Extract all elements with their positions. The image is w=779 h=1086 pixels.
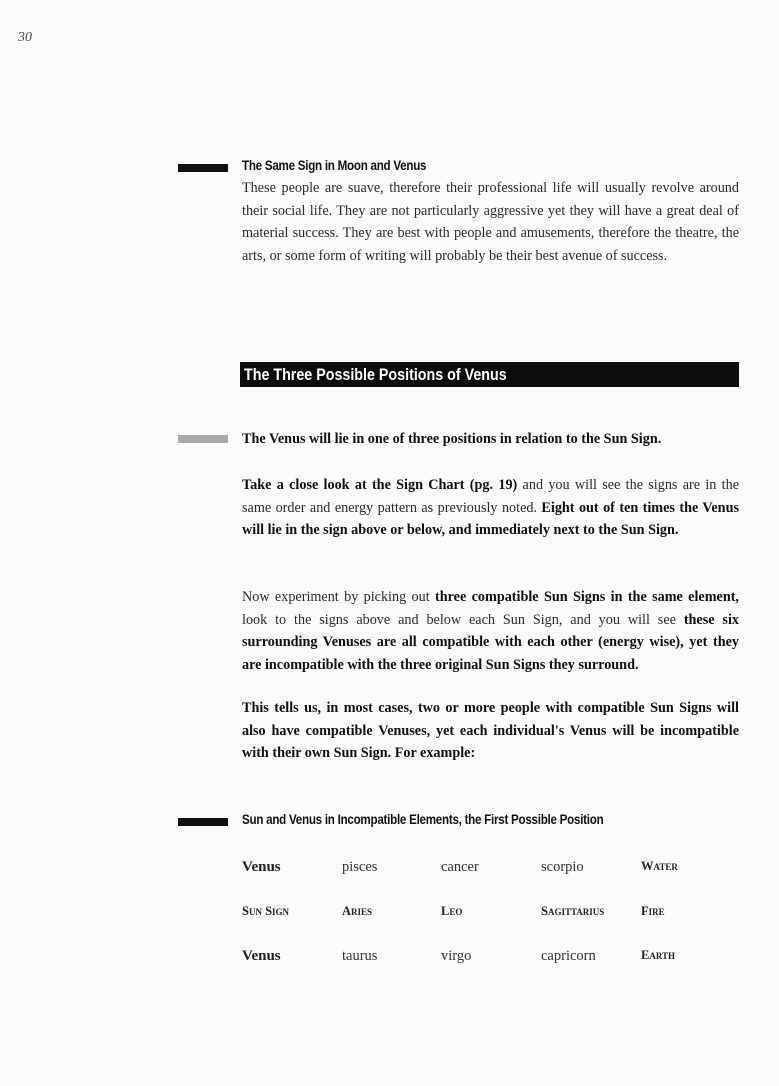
conclusion-text: This tells us, in most cases, two or more people with compatible Sun Signs will also have compatible Venuses, yet each individual's Venus will be incompatible with their own Sun Sign. For example: (242, 700, 739, 761)
table-row (242, 904, 742, 924)
subheading-same-sign: The Same Sign in Moon and Venus (242, 158, 427, 173)
sign-cell: Leo (441, 904, 463, 918)
page-number: 30 (18, 30, 32, 45)
row-label: Venus (242, 948, 281, 964)
sign-cell: capricorn (541, 948, 596, 964)
section-title-banner (240, 362, 739, 387)
sign-cell: virgo (441, 948, 472, 964)
section-title-text: The Three Possible Positions of Venus (244, 365, 507, 384)
lead-statement (242, 428, 739, 451)
section-marker-bar (178, 164, 228, 172)
sign-cell: Aries (342, 904, 373, 918)
lead-statement-text: The Venus will lie in one of three positions in relation to the Sun Sign. (242, 431, 662, 447)
table-row (242, 859, 742, 879)
experiment-intro: Now experiment by picking out (242, 589, 436, 605)
experiment-middle: look to the signs above and below each Sun Sign, and you will see (242, 611, 684, 628)
eight-of-ten-text: Eight out of ten times the Venus will lie in the sign above or below, and immediately next to the Sun Sign. (242, 499, 739, 538)
subheading-incompatible-elements: Sun and Venus in Incompatible Elements, the First Possible Position (242, 812, 604, 827)
experiment-bold-1: three compatible Sun Signs in the same element, (435, 589, 739, 605)
sign-cell: scorpio (541, 859, 584, 875)
lead-marker-bar (178, 435, 228, 443)
element-cell: Fire (641, 904, 665, 918)
experiment-bold-2: these six surrounding Venuses are all compatible with each other (energy wise), yet they are incompatible with the three original Sun Signs they surround. (242, 611, 739, 673)
row-label: Venus (242, 859, 281, 875)
row-label: Sun Sign (242, 904, 290, 918)
paragraph-sign-chart (242, 474, 739, 542)
sign-cell: cancer (441, 859, 479, 875)
sign-chart-reference: Take a close look at the Sign Chart (pg. 19) (242, 477, 518, 493)
sign-cell: taurus (342, 948, 378, 964)
element-cell: Water (641, 859, 678, 873)
sign-cell: pisces (342, 859, 378, 875)
section-marker-bar (178, 818, 228, 826)
paragraph-same-sign: These people are suave, therefore their professional life will usually revolve around their social life. They are not particularly aggressive yet they will have a great deal of material success. They are best with people and amusements, therefore the theatre, the arts, or some form of writing will probably be their best avenue of success. (242, 180, 739, 264)
paragraph-experiment (242, 586, 739, 676)
sign-chart-text: and you will see the signs are in the same order and energy pattern as previously noted. (242, 477, 739, 516)
paragraph-conclusion (242, 697, 739, 765)
element-cell: Earth (641, 948, 676, 962)
sign-cell: Sagittarius (541, 904, 605, 918)
table-row (242, 948, 742, 968)
